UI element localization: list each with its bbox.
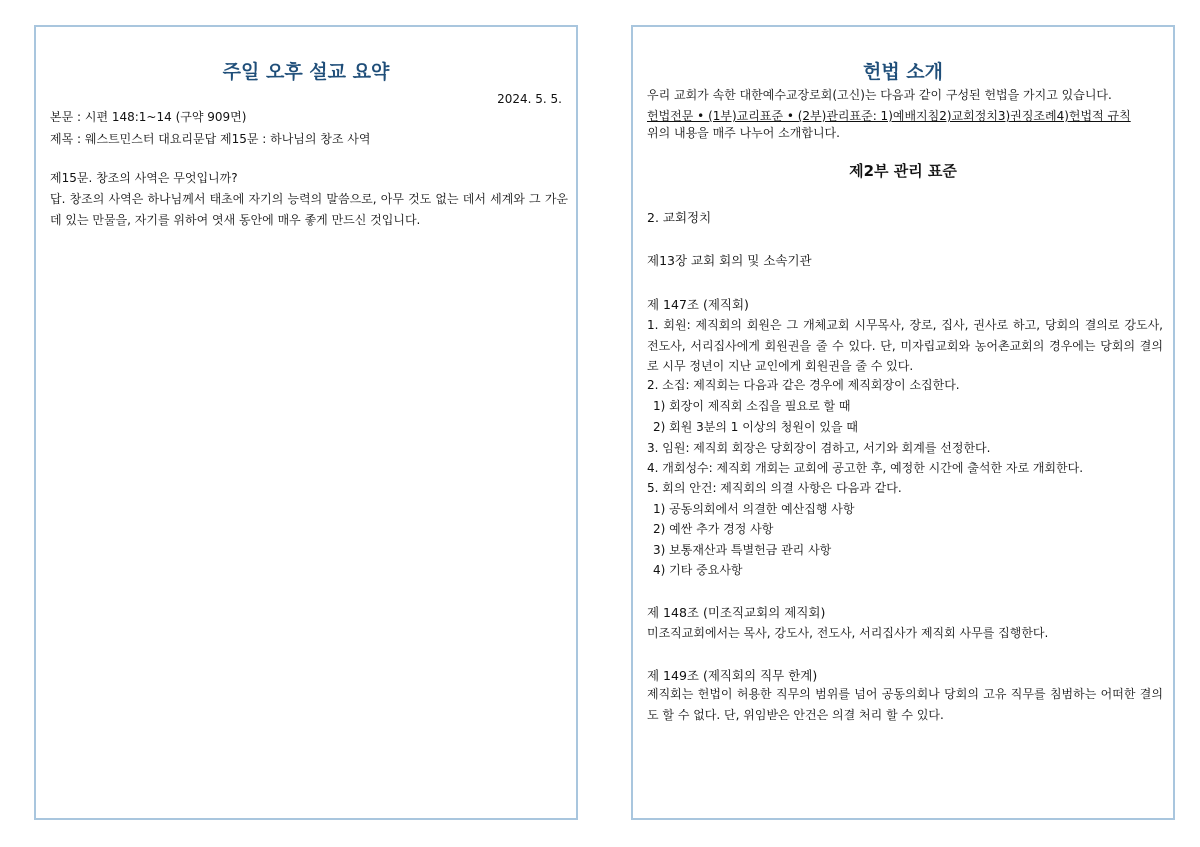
article-147-item-3: 3. 임원: 제직회 회장은 당회장이 겸하고, 서기와 회계를 선정한다. xyxy=(647,441,991,455)
article-147-item-5-1: 1) 공동의회에서 의결한 예산집행 사항 xyxy=(653,502,855,516)
catechism-answer: 답. 창조의 사역은 하나님께서 태초에 자기의 능력의 말씀으로, 아무 것도 없는 데서 세계와 그 가운데 있는 만물을, 자기를 위하여 엿새 동안에 매우 좋게 만드신 것입니다. xyxy=(50,192,568,227)
subject-line: 제목 : 웨스트민스터 대요리문답 제15문 : 하나님의 창조 사역 xyxy=(50,132,371,146)
toc-note: 위의 내용을 매주 나누어 소개합니다. xyxy=(647,126,840,140)
catechism-question: 제15문. 창조의 사역은 무엇입니까? xyxy=(50,171,238,185)
article-147-item-4: 4. 개회성수: 제직회 개회는 교회에 공고한 후, 예정한 시간에 출석한 자로 개회한다. xyxy=(647,461,1084,475)
section-heading: 2. 교회정치 xyxy=(647,210,712,225)
sermon-date: 2024. 5. 5. xyxy=(497,92,562,106)
article-147-item-5: 5. 회의 안건: 제직회의 의결 사항은 다음과 같다. xyxy=(647,481,902,495)
article-148-body: 미조직교회에서는 목사, 강도사, 전도사, 서리집사가 제직회 사무를 집행한다. xyxy=(647,626,1049,640)
article-147-item-2-1: 1) 회장이 제직회 소집을 필요로 할 때 xyxy=(653,399,851,413)
article-149-heading: 제 149조 (제직회의 직무 한계) xyxy=(647,668,818,683)
article-147-item-5-4: 4) 기타 중요사항 xyxy=(653,563,743,577)
article-147-item-2-2: 2) 회원 3분의 1 이상의 청원이 있을 때 xyxy=(653,420,858,434)
article-147-heading: 제 147조 (제직회) xyxy=(647,297,749,312)
article-147-item-1: 1. 회원: 제직회의 회원은 그 개체교회 시무목사, 장로, 집사, 권사로 하고, 당회의 결의로 강도사, 전도사, 서리집사에게 회원권을 줄 수 있다. 단, 미자립교회와 농어촌교회의 경우에는 당회의 결의로 시무 정년이 지난 교인에게 회원권을 줄 수 있다. xyxy=(647,318,1163,373)
article-147-item-5-2: 2) 예싼 추가 경정 사항 xyxy=(653,522,774,536)
sermon-title: 주일 오후 설교 요약 xyxy=(222,61,390,83)
intro-text: 우리 교회가 속한 대한예수교장로회(고신)는 다음과 같이 구성된 헌법을 가지고 있습니다. xyxy=(647,88,1112,102)
constitution-toc: 헌법전문 • (1부)교리표준 • (2부)관리표준: 1)예배지침2)교회정치3)권징조례4)헌법적 규칙 xyxy=(647,109,1131,123)
article-148-heading: 제 148조 (미조직교회의 제직회) xyxy=(647,605,826,620)
article-149-body: 제직회는 헌법이 허용한 직무의 범위를 넘어 공동의회나 당회의 고유 직무를 침범하는 어떠한 결의도 할 수 없다. 단, 위임받은 안건은 의결 처리 할 수 있다. xyxy=(647,687,1163,722)
chapter-heading: 제13장 교회 회의 및 소속기관 xyxy=(647,253,812,268)
article-147-item-2: 2. 소집: 제직회는 다음과 같은 경우에 제직회장이 소집한다. xyxy=(647,378,960,392)
right-page xyxy=(631,25,1175,820)
part-heading: 제2부 관리 표준 xyxy=(849,162,957,180)
scripture-line: 본문 : 시편 148:1~14 (구약 909면) xyxy=(50,110,247,124)
article-147-item-5-3: 3) 보통재산과 특별헌금 관리 사항 xyxy=(653,543,832,557)
constitution-title: 헌법 소개 xyxy=(862,61,944,83)
left-page xyxy=(34,25,578,820)
